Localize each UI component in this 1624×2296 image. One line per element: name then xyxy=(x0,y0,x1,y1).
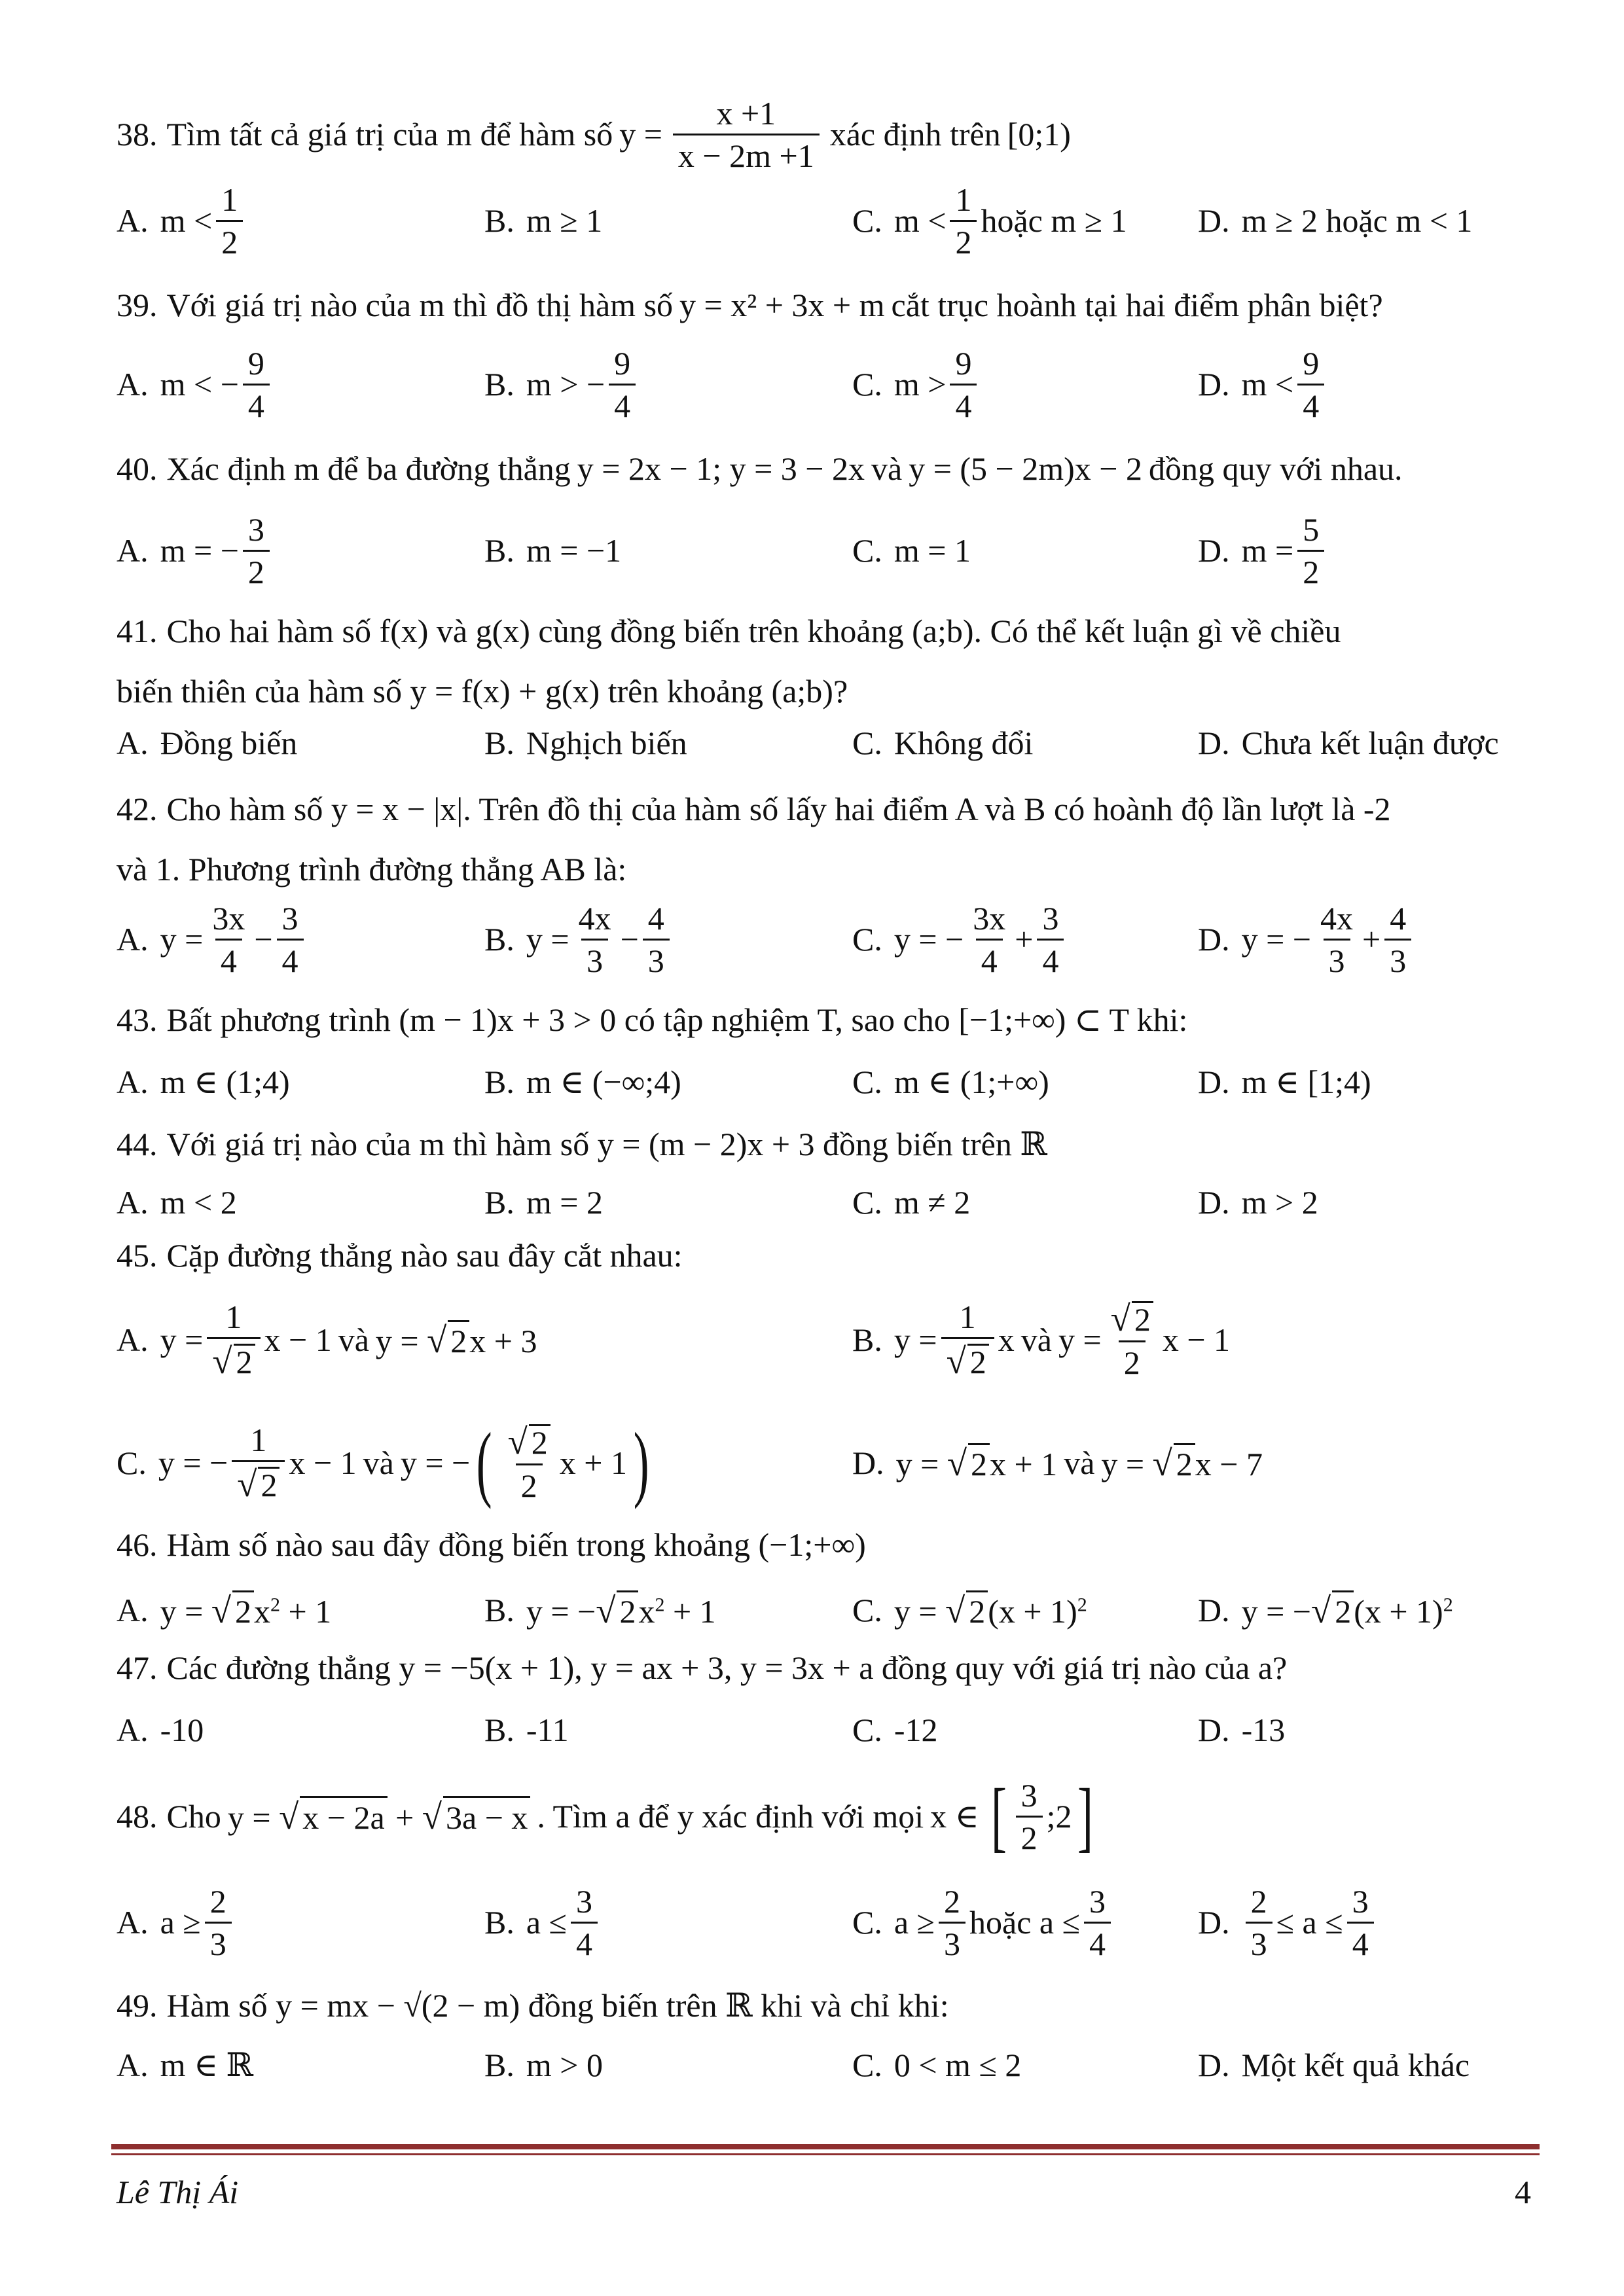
question-stem: Cho xyxy=(166,1798,221,1835)
option-c: C. m ≠ 2 xyxy=(852,1184,971,1221)
question-42 xyxy=(117,789,1543,829)
option-a: A. m < $\frac{1}{2}$ xyxy=(117,178,247,263)
fraction: $\frac{x +1}{x - 2m +1}$ xyxy=(673,97,820,172)
option-c: C. y = − $\frac{3x}{4}$ + $\frac{3}{4}$ xyxy=(852,897,1068,982)
option-b: B. y = $\frac{4x}{3}$ − $\frac{4}{3}$ xyxy=(484,897,674,982)
option-a: A. m ∈ (1;4) xyxy=(117,1064,290,1100)
question-46 xyxy=(117,1525,1543,1564)
options-40 xyxy=(117,508,1543,593)
question-38 xyxy=(117,94,1543,174)
question-stem: Cho hai hàm số f(x) và g(x) cùng đồng biến trên khoảng (a;b). Có thể kết luận gì về chiều xyxy=(166,613,1341,649)
question-stem: Với giá trị nào của m thì hàm số y = (m − 2)x + 3 đồng biến trên ℝ xyxy=(166,1126,1047,1162)
question-number: 39. xyxy=(117,287,158,323)
option-a: A. Đồng biến xyxy=(117,725,298,761)
question-42-line2 xyxy=(117,850,1543,889)
question-number: 43. xyxy=(117,1001,158,1038)
question-number: 46. xyxy=(117,1526,158,1563)
math-expr: [0;1) xyxy=(1007,116,1071,152)
option-a: A. y = $\frac{1}{√ 2}$ x − 1 và y = √ 2x + 3 xyxy=(117,1299,537,1381)
question-stem: Các đường thẳng y = −5(x + 1), y = ax + 3, y = 3x + a đồng quy với giá trị nào của a? xyxy=(166,1649,1288,1686)
option-c: C. m ∈ (1;+∞) xyxy=(852,1064,1049,1100)
option-c: C. a ≥ $\frac{2}{3}$ hoặc a ≤ $\frac{3}{4}$ xyxy=(852,1880,1115,1965)
question-number: 42. xyxy=(117,791,158,827)
question-stem: Hàm số nào sau đây đồng biến trong khoảng (−1;+∞) xyxy=(166,1526,866,1563)
option-d: D. -13 xyxy=(1198,1712,1286,1748)
option-b: B. m > 0 xyxy=(484,2047,603,2083)
options-41 xyxy=(117,713,1543,772)
options-46 xyxy=(117,1577,1543,1643)
question-stem: và 1. Phương trình đường thẳng AB là: xyxy=(117,851,627,888)
options-49 xyxy=(117,2036,1543,2094)
option-d: D. y = −√ $2(x + 1)^2$ xyxy=(1198,1590,1453,1630)
option-d: D. m = $\frac{5}{2}$ xyxy=(1198,508,1328,593)
option-b: B. Nghịch biến xyxy=(484,725,687,761)
question-49 xyxy=(117,1986,1543,2025)
math-expr: y = (5 − 2m)x − 2 xyxy=(909,450,1142,487)
option-c: C. -12 xyxy=(852,1712,938,1748)
option-b: B. m ≥ 1 xyxy=(484,202,603,239)
options-48 xyxy=(117,1880,1543,1965)
option-d: D. y = − $\frac{4x}{3}$ + $\frac{4}{3}$ xyxy=(1198,897,1415,982)
option-b: B. -11 xyxy=(484,1712,569,1748)
option-a: A. m = − $\frac{3}{2}$ xyxy=(117,508,274,593)
question-39 xyxy=(117,285,1543,325)
option-d: D. Chưa kết luận được xyxy=(1198,725,1499,761)
option-b: B. m ∈ (−∞;4) xyxy=(484,1064,681,1100)
option-c: C. y = − $\frac{1}{√ 2}$ x − 1 và y = − ( $\frac{√ 2}{2}$ x + 1 ) xyxy=(117,1416,649,1510)
question-stem: Bất phương trình (m − 1)x + 3 > 0 có tập nghiệm T, sao cho [−1;+∞) ⊂ T khi: xyxy=(166,1001,1188,1038)
math-expr: y = xyxy=(619,116,662,152)
option-d: D. m ∈ [1;4) xyxy=(1198,1064,1371,1100)
question-tail: xác định trên xyxy=(829,116,1001,152)
option-d: D. Một kết quả khác xyxy=(1198,2047,1470,2083)
question-stem: Với giá trị nào của m thì đồ thị hàm số xyxy=(166,287,674,323)
option-b: B. y = $\frac{1}{√ 2}$ x và y = $\frac{√ 2}{2}$ x − 1 xyxy=(852,1299,1231,1381)
options-44 xyxy=(117,1173,1543,1232)
question-number: 45. xyxy=(117,1237,158,1274)
option-a: A. m < − $\frac{9}{4}$ xyxy=(117,342,274,427)
options-39 xyxy=(117,342,1543,427)
question-stem: Tìm tất cả giá trị của m để hàm số xyxy=(166,116,613,152)
question-45 xyxy=(117,1236,1543,1275)
option-a: A. y = $\frac{3x}{4}$ − $\frac{3}{4}$ xyxy=(117,897,308,982)
option-d: D. m > 2 xyxy=(1198,1184,1318,1221)
option-c: C. y = √ $2(x + 1)^2$ xyxy=(852,1590,1087,1630)
question-number: 41. xyxy=(117,613,158,649)
question-41-line2 xyxy=(117,672,1543,711)
question-tail: cắt trục hoành tại hai điểm phân biệt? xyxy=(891,287,1383,323)
footer-divider xyxy=(111,2144,1540,2149)
connector-text: và xyxy=(871,450,903,487)
option-b: B. m = −1 xyxy=(484,532,622,569)
question-44 xyxy=(117,1124,1543,1164)
option-c: C. m = 1 xyxy=(852,532,971,569)
question-41 xyxy=(117,611,1543,651)
option-d: D. $\frac{2}{3}$ ≤ a ≤ $\frac{3}{4}$ xyxy=(1198,1880,1378,1965)
question-43 xyxy=(117,1000,1543,1039)
question-stem: Xác định m để ba đường thẳng xyxy=(166,450,571,487)
page-number: 4 xyxy=(1515,2174,1531,2210)
options-47 xyxy=(117,1700,1543,1759)
option-c: C. Không đổi xyxy=(852,725,1034,761)
math-expr: y = 2x − 1; y = 3 − 2x xyxy=(577,450,865,487)
option-b: B. m = 2 xyxy=(484,1184,603,1221)
options-43 xyxy=(117,1052,1543,1111)
option-d: D. m < $\frac{9}{4}$ xyxy=(1198,342,1328,427)
option-c: C. m < $\frac{1}{2}$ hoặc m ≥ 1 xyxy=(852,181,1127,260)
question-48: 48. Cho y = √ x − 2a + √ 3a − x . Tìm a để y xác định với mọi x ∈ [ $\frac{3}{2}$ ;2 ] xyxy=(117,1772,1093,1859)
option-a: A. m ∈ ℝ xyxy=(117,2047,254,2083)
question-47 xyxy=(117,1648,1543,1687)
footer-divider-thin xyxy=(111,2153,1540,2155)
question-number: 49. xyxy=(117,1987,158,2024)
options-45-row1 xyxy=(117,1297,1543,1382)
option-d: D. m ≥ 2 hoặc m < 1 xyxy=(1198,202,1473,239)
question-stem: Cặp đường thẳng nào sau đây cắt nhau: xyxy=(166,1237,683,1274)
option-d: D. y = √ 2x + 1 và y = √ 2x − 7 xyxy=(852,1443,1263,1483)
option-a: A. y = √ $2x^2 + 1$ xyxy=(117,1590,332,1630)
option-c: C. m > $\frac{9}{4}$ xyxy=(852,342,981,427)
question-stem: biến thiên của hàm số y = f(x) + g(x) trên khoảng (a;b)? xyxy=(117,673,848,709)
question-number: 38. xyxy=(117,116,158,152)
option-b: B. a ≤ $\frac{3}{4}$ xyxy=(484,1880,602,1965)
question-stem: Cho hàm số y = x − |x|. Trên đồ thị của hàm số lấy hai điểm A và B có hoành độ lần lượt là -2 xyxy=(166,791,1391,827)
option-a: A. a ≥ $\frac{2}{3}$ xyxy=(117,1880,236,1965)
question-number: 47. xyxy=(117,1649,158,1686)
options-45-row2 xyxy=(117,1414,1543,1512)
math-expr: y = x² + 3x + m xyxy=(679,287,885,323)
option-a: A. -10 xyxy=(117,1712,204,1748)
question-tail: đồng quy với nhau. xyxy=(1148,450,1403,487)
question-number: 48. xyxy=(117,1798,158,1835)
question-40 xyxy=(117,449,1543,488)
question-stem: Hàm số y = mx − √(2 − m) đồng biến trên ℝ khi và chỉ khi: xyxy=(166,1987,949,2024)
option-b: B. y = −√ $2x^2 + 1$ xyxy=(484,1590,716,1630)
option-b: B. m > − $\frac{9}{4}$ xyxy=(484,342,640,427)
options-38 xyxy=(117,178,1543,263)
question-number: 44. xyxy=(117,1126,158,1162)
question-number: 40. xyxy=(117,450,158,487)
question-stem: . Tìm a để y xác định với mọi xyxy=(537,1798,924,1835)
option-c: C. 0 < m ≤ 2 xyxy=(852,2047,1022,2083)
options-42 xyxy=(117,897,1543,982)
author-name: Lê Thị Ái xyxy=(117,2174,239,2210)
option-a: A. m < 2 xyxy=(117,1184,237,1221)
